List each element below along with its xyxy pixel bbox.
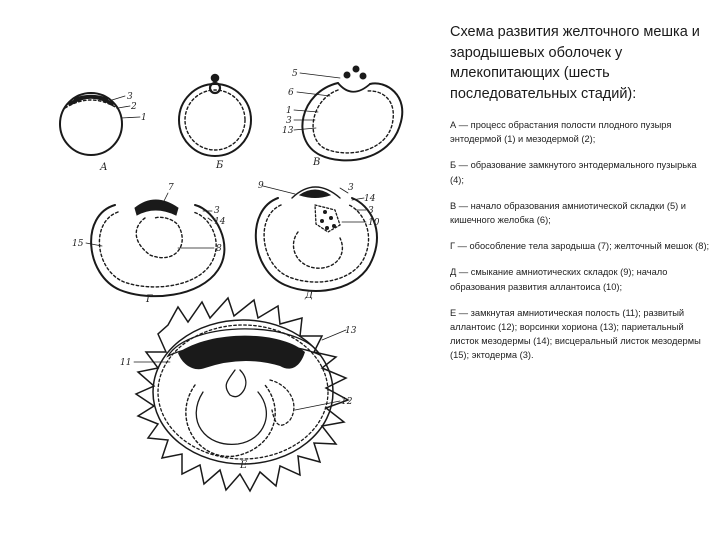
label-a-2: 2 <box>131 102 137 112</box>
label-v-6: 6 <box>288 88 294 98</box>
label-v-13: 13 <box>282 126 294 136</box>
label-d-10: 10 <box>368 218 380 228</box>
label-g-7: 7 <box>168 183 174 193</box>
stage-g <box>72 183 226 305</box>
description-d: Д — смыкание амниотических складок (9); начало образования развития аллантоиса (10); <box>450 267 668 292</box>
label-e-11: 11 <box>120 358 132 368</box>
stage-label-v: В <box>313 157 321 168</box>
stage-e <box>120 298 357 491</box>
label-e-13: 13 <box>345 326 357 336</box>
stage-label-a: А <box>100 162 108 173</box>
diagram-title: Схема развития желточного мешка и зародышевых оболочек у млекопитающих (шесть последовательных стадий): <box>450 24 700 102</box>
stage-b <box>179 75 251 172</box>
stage-d <box>256 181 380 301</box>
label-v-3: 3 <box>286 116 292 126</box>
label-g-15: 15 <box>72 239 84 249</box>
description-b: Б — образование замкнутого энтодермального пузырька (4); <box>450 160 697 185</box>
label-g-8: 8 <box>216 244 222 254</box>
label-g-3: 3 <box>214 206 220 216</box>
label-e-12: 12 <box>341 397 353 407</box>
stage-v <box>282 66 402 169</box>
label-a-3: 3 <box>127 92 133 102</box>
stage-label-e: Е <box>240 460 248 471</box>
label-a-1: 1 <box>141 113 147 123</box>
description-a: А — процесс обрастания полости плодного пузыря энтодермой (1) и мезодермой (2); <box>450 120 672 145</box>
description-e: Е — замкнутая амниотическая полость (11); развитый аллантоис (12); ворсинки хориона (13); париетальный листок мезодермы (14); висцеральный листок мезодермы (15); эктодерма (3). <box>450 307 701 361</box>
description-v: В — начало образования амниотической складки (5) и кишечного желобка (6); <box>450 200 686 226</box>
label-d-3-top: 3 <box>348 183 354 193</box>
stage-label-d: Д <box>305 290 314 301</box>
caption-column <box>450 22 710 375</box>
label-v-5: 5 <box>292 69 298 79</box>
stage-a <box>60 92 147 173</box>
label-d-3: 3 <box>368 206 374 216</box>
label-g-14: 14 <box>214 217 226 227</box>
label-v-1: 1 <box>286 106 292 116</box>
stage-label-b: Б <box>216 160 224 171</box>
label-d-14: 14 <box>364 194 376 204</box>
stage-label-g: Г <box>146 294 153 305</box>
label-d-9: 9 <box>258 181 264 191</box>
description-g: Г — обособление тела зародыша (7); желточный мешок (8); <box>450 241 710 252</box>
